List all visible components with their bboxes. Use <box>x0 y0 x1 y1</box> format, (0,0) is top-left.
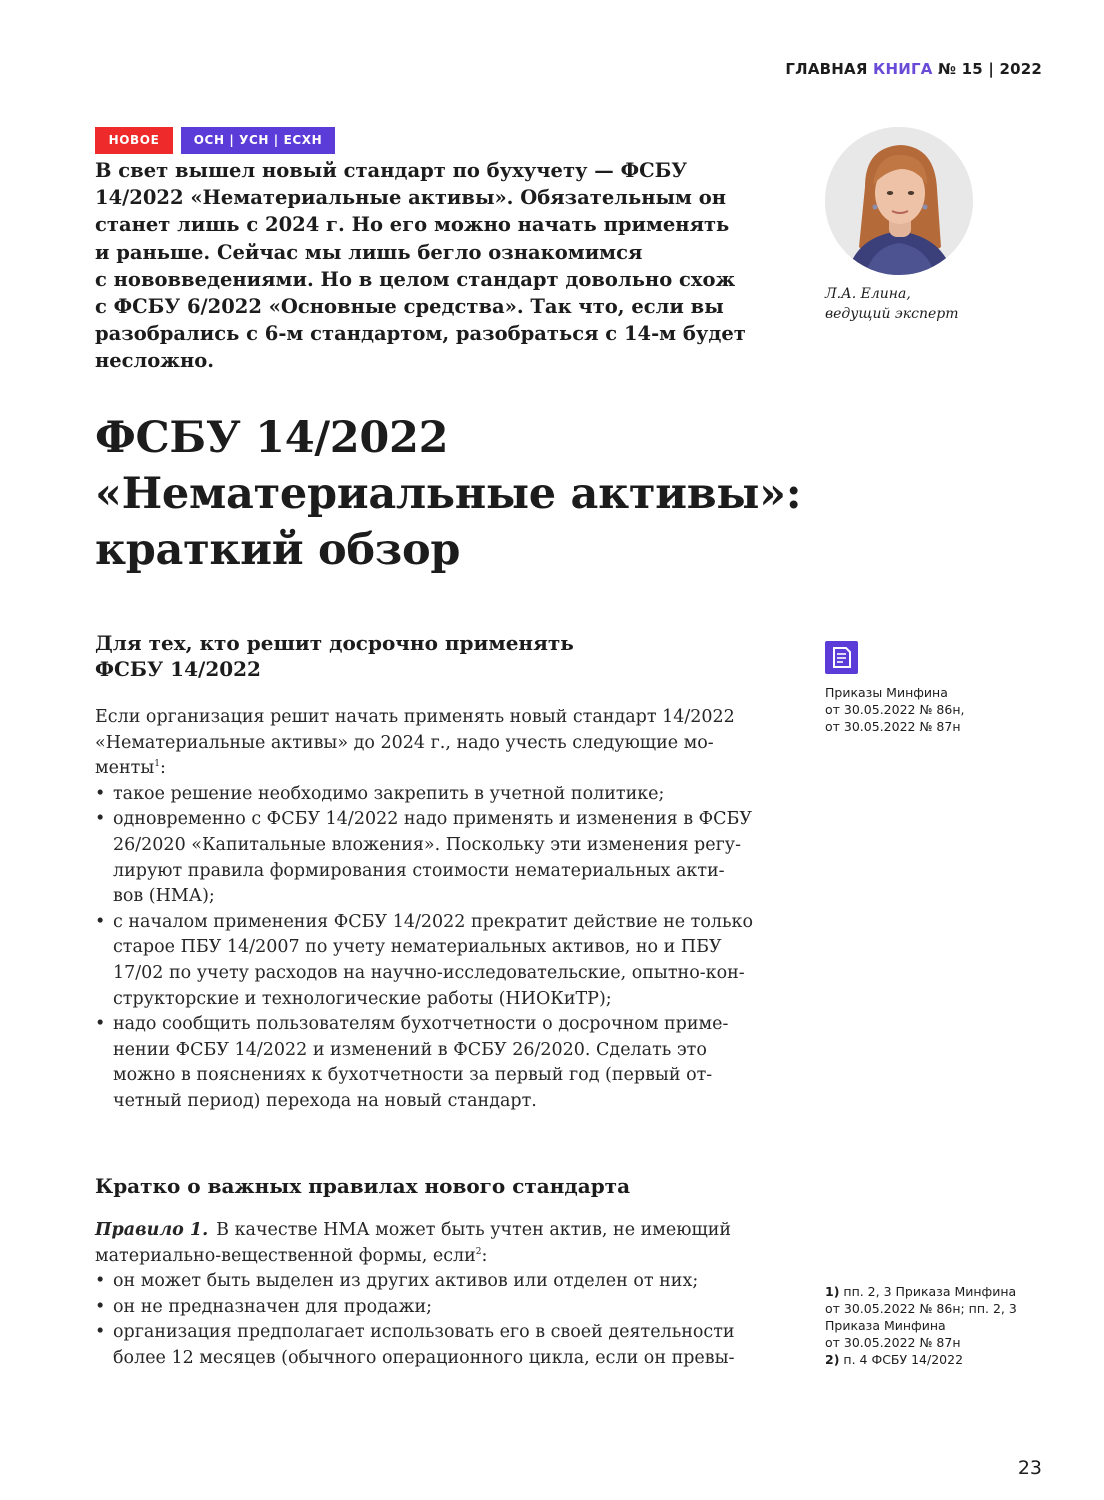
bullet-line: • такое решение необходимо закрепить в учетной политике; <box>95 782 785 808</box>
author-caption <box>825 284 959 324</box>
lead-line: с нововведениями. Но в целом стандарт довольно схож <box>95 267 736 291</box>
brand-name: ГЛАВНАЯ <box>785 60 874 78</box>
lead-line: В свет вышел новый стандарт по бухучету — ФСБУ <box>95 159 688 182</box>
bullet-item <box>95 1320 785 1371</box>
page-number: 23 <box>1017 1457 1042 1479</box>
bullet-line: вов (НМА); <box>113 886 215 907</box>
paragraph-text: : <box>159 758 166 779</box>
heading-line: Кратко о важных правилах нового стандарта <box>95 1174 631 1198</box>
paragraph-line: «Нематериальные активы» до 2024 г., надо учесть следующие мо- <box>95 732 714 753</box>
bullet-line: 17/02 по учету расходов на научно-исследовательские, опытно-кон- <box>113 962 745 983</box>
paragraph-line <box>95 756 785 782</box>
lead-line: станет лишь с 2024 г. Но его можно начать применять <box>95 213 730 237</box>
bullet-item <box>95 782 785 808</box>
bullet-item <box>95 1012 785 1114</box>
masthead <box>785 60 1042 78</box>
bullet-line: • с началом применения ФСБУ 14/2022 прекратит действие не только <box>95 910 785 936</box>
bullet-line: • надо сообщить пользователям бухотчетности о досрочном приме- <box>95 1012 785 1038</box>
article-title <box>95 410 895 578</box>
bullet-line: • он может быть выделен из других активов или отделен от них; <box>95 1269 785 1295</box>
title-line: «Нематериальные активы»: <box>95 469 802 519</box>
footnote-number: 1) <box>825 1284 840 1299</box>
footnote-text: от 30.05.2022 № 87н <box>825 1335 961 1350</box>
lead-line: разобрались с 6-м стандартом, разобраться с 14-м будет <box>95 322 746 346</box>
lead-line: с ФСБУ 6/2022 «Основные средства». Так что, если вы <box>95 295 724 319</box>
issue-number: № 15 | 2022 <box>932 60 1042 78</box>
bullet-line: старое ПБУ 14/2007 по учету нематериальных активов, но и ПБУ <box>113 937 722 958</box>
footnote-ref[interactable]: 2 <box>475 1246 482 1257</box>
sidebar-orders-note <box>825 684 964 735</box>
bullet-line: 26/2020 «Капитальные вложения». Поскольку эти изменения регу- <box>113 834 741 855</box>
bullet-item <box>95 1295 785 1321</box>
sidebar-line: от 30.05.2022 № 86н, <box>825 702 965 717</box>
section2-body <box>95 1218 785 1372</box>
bullet-item <box>95 807 785 909</box>
section-heading-early-adoption <box>95 630 574 682</box>
author-photo-icon <box>825 127 973 275</box>
bullet-line: структорские и технологические работы (НИОКиТР); <box>113 988 612 1009</box>
paragraph-text: : <box>481 1245 488 1266</box>
bullet-line: можно в пояснениях к бухотчетности за первый год (первый от- <box>113 1065 713 1086</box>
bullet-line: четный период) перехода на новый стандарт. <box>113 1090 537 1111</box>
brand-accent: КНИГА <box>873 60 933 78</box>
bullet-item <box>95 910 785 1012</box>
rule-label: Правило 1. <box>95 1220 209 1240</box>
title-line: краткий обзор <box>95 525 461 575</box>
footnote-text: от 30.05.2022 № 86н; пп. 2, 3 <box>825 1301 1017 1316</box>
lead-paragraph <box>95 157 755 375</box>
author-name: Л.А. Елина, <box>825 286 911 302</box>
bullet-line: более 12 месяцев (обычного операционного цикла, если он превы- <box>113 1347 735 1368</box>
section-heading-key-rules <box>95 1173 630 1199</box>
bullet-item <box>95 1269 785 1295</box>
lead-line: 14/2022 «Нематериальные активы». Обязательным он <box>95 186 727 210</box>
footnote-1 <box>825 1283 1017 1300</box>
bullet-line: • организация предполагает использовать его в своей деятельности <box>95 1320 785 1346</box>
footnote-text: Приказа Минфина <box>825 1318 946 1333</box>
footnote-text: пп. 2, 3 Приказа Минфина <box>839 1284 1017 1299</box>
author-portrait <box>825 127 973 275</box>
section1-body <box>95 705 785 1115</box>
bullet-line: • одновременно с ФСБУ 14/2022 надо применять и изменения в ФСБУ <box>95 807 785 833</box>
paragraph-text: менты <box>95 758 155 779</box>
document-icon <box>825 641 858 674</box>
footnote-number: 2) <box>825 1352 840 1367</box>
sidebar-line: Приказы Минфина <box>825 685 948 700</box>
footnote-2 <box>825 1351 1017 1368</box>
title-line: ФСБУ 14/2022 <box>95 413 449 463</box>
bullet-line: • он не предназначен для продажи; <box>95 1295 785 1321</box>
sidebar-line: от 30.05.2022 № 87н <box>825 719 961 734</box>
bullet-line: лируют правила формирования стоимости нематериальных акти- <box>113 860 725 881</box>
lead-line: и раньше. Сейчас мы лишь бегло ознакомимся <box>95 240 643 264</box>
tag-tax-regimes: ОСН | УСН | ЕСХН <box>181 127 335 154</box>
footnotes <box>825 1283 1017 1368</box>
footnote-ref[interactable]: 1 <box>154 759 160 770</box>
tag-new: НОВОЕ <box>95 127 173 154</box>
footnote-text: п. 4 ФСБУ 14/2022 <box>839 1352 964 1367</box>
paragraph-line: Если организация решит начать применять новый стандарт 14/2022 <box>95 707 735 727</box>
paragraph-text: материально-вещественной формы, если <box>95 1245 476 1266</box>
paragraph-line <box>95 1244 785 1270</box>
lead-line: несложно. <box>95 349 215 373</box>
paragraph-text: В качестве НМА может быть учтен актив, не имеющий <box>216 1220 732 1240</box>
paragraph-line <box>95 1218 785 1244</box>
heading-line: ФСБУ 14/2022 <box>95 657 261 681</box>
author-role: ведущий эксперт <box>825 306 959 322</box>
heading-line: Для тех, кто решит досрочно применять <box>95 631 574 655</box>
bullet-line: нении ФСБУ 14/2022 и изменений в ФСБУ 26/2020. Сделать это <box>113 1039 707 1060</box>
